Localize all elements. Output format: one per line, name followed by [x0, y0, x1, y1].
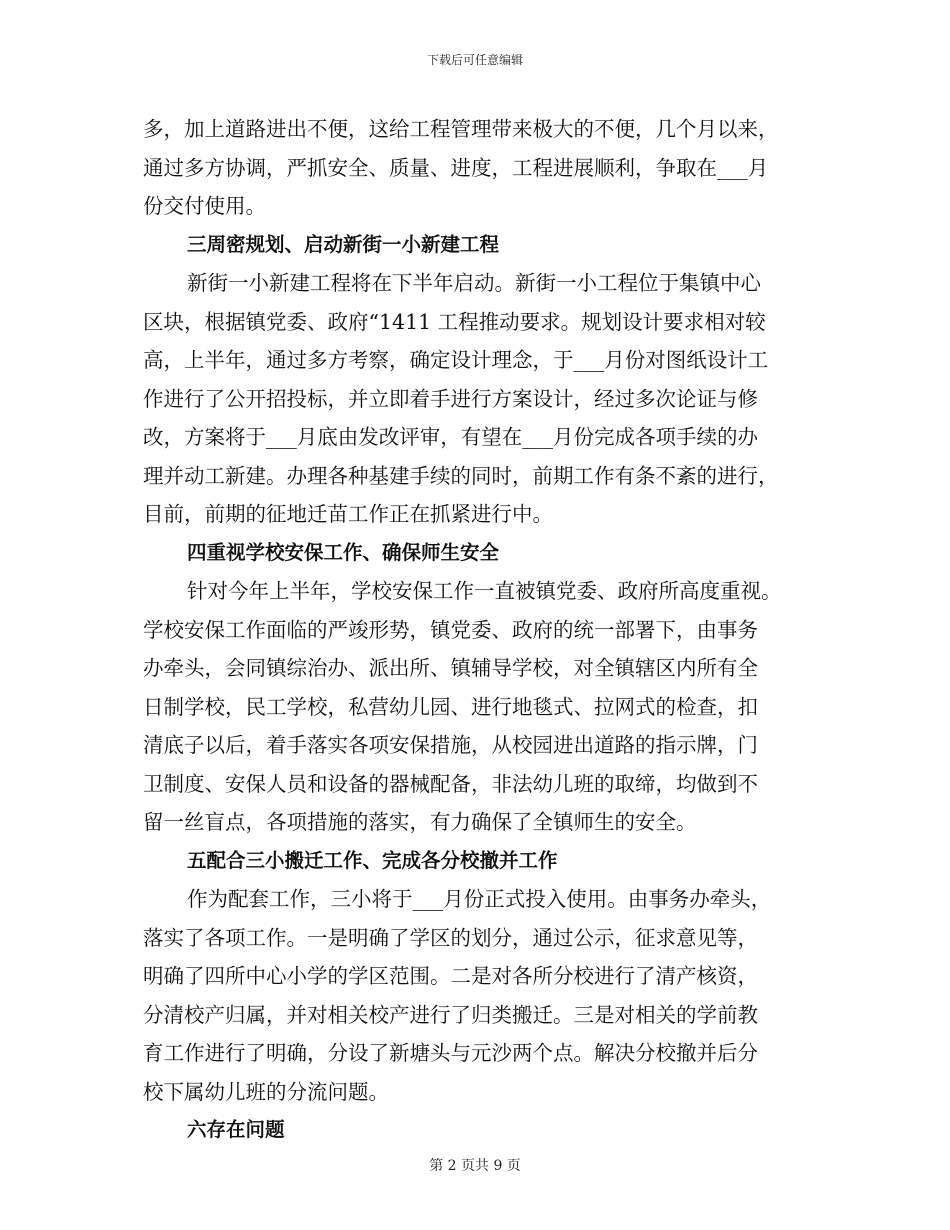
- paragraph-line: 理并动工新建。办理各种基建手续的同时，前期工作有条不紊的进行，: [143, 463, 779, 488]
- paragraph-line: 留一丝盲点，各项措施的落实，有力确保了全镇师生的安全。: [143, 810, 697, 834]
- paragraph-line: 卫制度、安保人员和设备的器械配备，非法幼儿班的取缔，均做到不: [143, 771, 758, 796]
- paragraph-line: 针对今年上半年，学校安保工作一直被镇党委、政府所高度重视。: [187, 579, 782, 603]
- paragraph-line: 区块，根据镇党委、政府“1411 工程推动要求。规划设计要求相对较: [143, 309, 766, 334]
- paragraph-line: 目前，前期的征地迁苗工作正在抓紧进行中。: [143, 502, 553, 526]
- section-heading-6: 六存在问题: [187, 1118, 285, 1141]
- paragraph-line: 办牵头，会同镇综治办、派出所、镇辅导学校，对全镇辖区内所有全: [143, 656, 758, 680]
- page-number: 第 2 页共 9 页: [429, 1158, 521, 1174]
- paragraph-line: 育工作进行了明确，分设了新塘头与元沙两个点。解决分校撤并后分: [143, 1041, 758, 1065]
- paragraph-line: 改，方案将于___月底由发改评审，有望在___月份完成各项手续的办: [143, 425, 758, 449]
- paragraph-line: 作进行了公开招投标，并立即着手进行方案设计，经过多次论证与修: [143, 386, 758, 411]
- paragraph-line: 落实了各项工作。一是明确了学区的划分，通过公示，征求意见等，: [143, 925, 758, 950]
- document-body: [143, 110, 803, 1150]
- paragraph-line: 份交付使用。: [143, 194, 266, 218]
- section-heading-3: 三周密规划、启动新街一小新建工程: [187, 232, 500, 256]
- paragraph-line: 明确了四所中心小学的学区范围。二是对各所分校进行了清产核资，: [143, 964, 758, 988]
- section-heading-5: 五配合三小搬迁工作、完成各分校撤并工作: [187, 848, 558, 872]
- paragraph-line: 分清校产归属，并对相关校产进行了归类搬迁。三是对相关的学前教: [143, 1002, 758, 1027]
- paragraph-line: 清底子以后，着手落实各项安保措施，从校园进出道路的指示牌，门: [143, 733, 758, 757]
- paragraph-line: 校下属幼儿班的分流问题。: [143, 1079, 389, 1104]
- paragraph-line: 作为配套工作，三小将于___月份正式投入使用。由事务办牵头，: [187, 887, 772, 911]
- paragraph-line: 高，上半年，通过多方考察，确定设计理念，于___月份对图纸设计工: [143, 348, 769, 372]
- paragraph-line: 多，加上道路进出不便，这给工程管理带来极大的不便，几个月以来，: [143, 117, 779, 141]
- section-heading-4: 四重视学校安保工作、确保师生安全: [187, 540, 500, 564]
- paragraph-line: 日制学校，民工学校，私营幼儿园、进行地毯式、拉网式的检查，扣: [143, 694, 758, 719]
- paragraph-line: 新街一小新建工程将在下半年启动。新街一小工程位于集镇中心: [187, 271, 761, 295]
- paragraph-line: 通过多方协调，严抓安全、质量、进度，工程进展顺利，争取在___月: [143, 155, 769, 180]
- paragraph-line: 学校安保工作面临的严竣形势，镇党委、政府的统一部署下，由事务: [143, 617, 758, 642]
- page-header: 下载后可任意编辑: [426, 53, 523, 67]
